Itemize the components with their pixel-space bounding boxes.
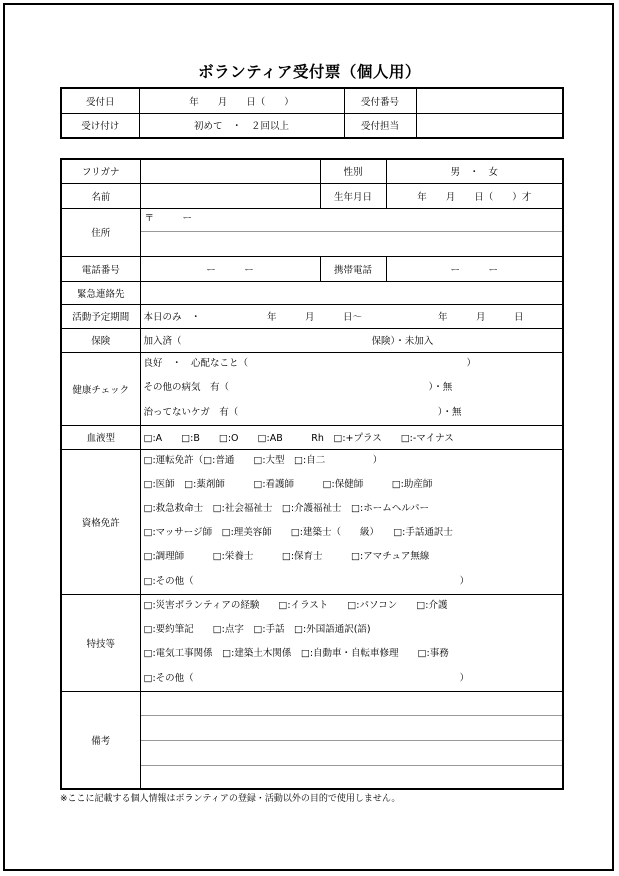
health-line-1: 良好 ・ 心配なこと（ ）: [143, 357, 477, 369]
birth-label: 生年月日: [320, 183, 386, 208]
blood-type-label: 血液型: [61, 425, 140, 449]
remarks-label: 備考: [61, 691, 140, 789]
address-label: 住所: [61, 208, 140, 256]
health-check-label: 健康チェック: [61, 352, 140, 425]
mobile-label: 携帯電話: [320, 256, 386, 281]
health-check-field[interactable]: [140, 352, 563, 425]
form-title: ボランティア受付票（個人用）: [198, 63, 421, 81]
reception-staff-field[interactable]: [416, 113, 563, 138]
skill-line-2: □:要約筆記 □:点字 □:手話 □:外国語通訳(語): [143, 623, 371, 635]
reception-table: [60, 87, 564, 139]
insurance-label: 保険: [61, 328, 140, 352]
blood-type-field[interactable]: □:A □:B □:O □:AB Rh □:+プラス □:-マイナス: [140, 425, 563, 449]
skills-label: 特技等: [61, 594, 140, 691]
insurance-field[interactable]: 加入済（ 保険）・未加入: [140, 328, 563, 352]
remarks-field[interactable]: [140, 691, 563, 789]
emergency-contact-field[interactable]: [140, 281, 563, 304]
reception-type-label: 受け付け: [61, 113, 139, 138]
health-line-3: 治ってないケガ 有（ ）・無: [143, 406, 462, 418]
remarks-line: [141, 741, 563, 766]
reception-number-label: 受付番号: [344, 88, 416, 113]
qualifications-label: 資格免許: [61, 449, 140, 594]
reception-date-field[interactable]: 年 月 日（ ）: [139, 88, 344, 113]
qualification-line-3: □:救急救命士 □:社会福祉士 □:介護福祉士 □:ホームヘルパー: [143, 502, 430, 514]
qualifications-field[interactable]: [140, 449, 563, 594]
gender-field[interactable]: 男 ・ 女: [386, 159, 563, 183]
reception-type-field[interactable]: 初めて ・ ２回以上: [139, 113, 344, 138]
furigana-label: フリガナ: [61, 159, 140, 183]
phone-field[interactable]: ー ー: [140, 256, 320, 281]
qualification-line-5: □:調理師 □:栄養士 □:保育士 □:アマチュア無線: [143, 550, 430, 562]
remarks-line: [141, 692, 563, 716]
address-field[interactable]: [140, 208, 563, 256]
emergency-contact-label: 緊急連絡先: [61, 281, 140, 304]
gender-label: 性別: [320, 159, 386, 183]
qualification-line-6: □:その他（ ）: [143, 575, 470, 587]
name-field[interactable]: [140, 183, 320, 208]
skill-line-1: □:災害ボランティアの経験 □:イラスト □:パソコン □:介護: [143, 599, 448, 611]
birth-field[interactable]: 年 月 日（ ）才: [386, 183, 563, 208]
reception-date-label: 受付日: [61, 88, 139, 113]
name-label: 名前: [61, 183, 140, 208]
phone-label: 電話番号: [61, 256, 140, 281]
privacy-footnote: ※ここに記載する個人情報はボランティアの登録・活動以外の目的で使用しません。: [60, 794, 401, 804]
activity-period-label: 活動予定期間: [61, 304, 140, 328]
qualification-line-4: □:マッサージ師 □:理美容師 □:建築士（ 級） □:手話通訳士: [143, 526, 453, 538]
postal-code-line: 〒 ー: [141, 209, 563, 232]
qualification-line-2: □:医師 □:薬剤師 □:看護師 □:保健師 □:助産師: [143, 478, 433, 490]
activity-period-field[interactable]: 本日のみ ・ 年 月 日～ 年 月 日: [140, 304, 563, 328]
skills-field[interactable]: [140, 594, 563, 691]
skill-line-3: □:電気工事関係 □:建築土木関係 □:自動車・自転車修理 □:事務: [143, 647, 449, 659]
remarks-line: [141, 716, 563, 741]
mobile-field[interactable]: ー ー: [386, 256, 563, 281]
volunteer-info-table: [60, 158, 564, 790]
skill-line-4: □:その他（ ）: [143, 672, 470, 684]
qualification-line-1: □:運転免許（□:普通 □:大型 □:自二 ）: [143, 454, 383, 466]
furigana-field[interactable]: [140, 159, 320, 183]
reception-number-field[interactable]: [416, 88, 563, 113]
health-line-2: その他の病気 有（ ）・無: [143, 381, 453, 393]
reception-staff-label: 受付担当: [344, 113, 416, 138]
